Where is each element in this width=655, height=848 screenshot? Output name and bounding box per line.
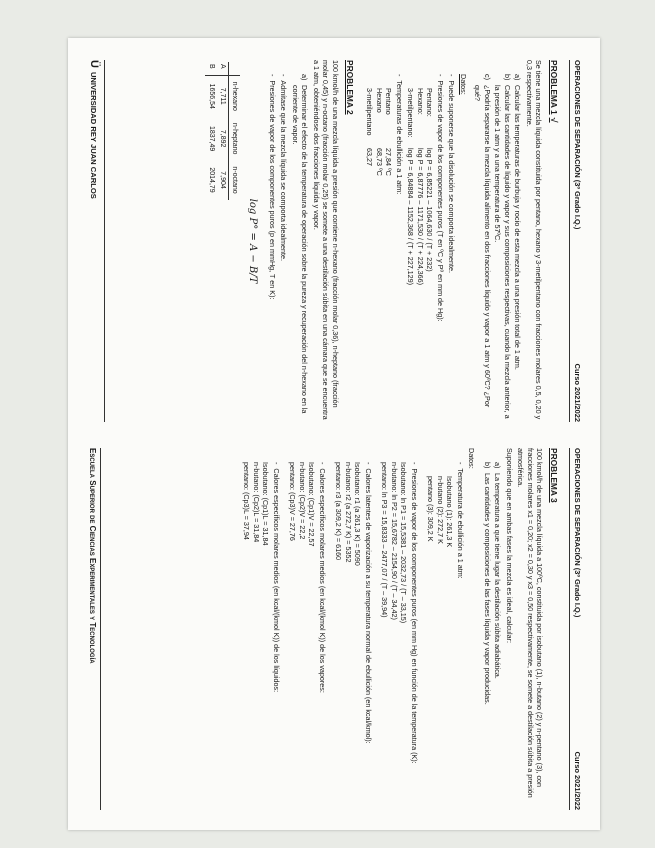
problem-3-item-b: b) Las cantidades y composiciones de las fases líquida y vapor producidas. xyxy=(482,462,492,705)
bullet-item: - Calores específicos molares medios (en kcal/(kmol K)) de los vapores: xyxy=(317,462,327,693)
boiling-temperatures xyxy=(365,88,394,422)
table-cell: B xyxy=(205,62,216,75)
problem-3-item-a: a) La temperatura a que tiene lugar la destilación súbita adiabática. xyxy=(493,462,503,679)
problem-3-title: PROBLEMA 3 xyxy=(549,448,560,503)
problem-2-title: PROBLEMA 2 xyxy=(344,60,355,115)
bullet-item: - Admítase que la mezcla líquida se comporta idealmente. xyxy=(279,74,289,261)
list-item: pentano: r3 (a 309,2 K) = 6160 xyxy=(334,462,344,561)
eq-formula: log P = 6,85221 – 1064,630 / (T + 232) xyxy=(425,148,435,272)
bullet-item: - Presiones de vapor de los componentes puros (p en mmHg, T en K): xyxy=(267,74,277,300)
bullet-item: - Presiones de vapor de los componentes puros (en mm Hg) en función de la temperatura (K): xyxy=(409,462,419,764)
list-item: pentano (3): 309,2 K xyxy=(426,476,436,542)
temp-name: Pentano xyxy=(384,88,394,115)
checkmark-icon: √ xyxy=(549,117,560,123)
table-header: n-octano xyxy=(228,160,240,199)
table-row xyxy=(205,62,216,200)
list-item: Isobutano: (Cp1)V = 22,57 xyxy=(307,462,317,547)
bullet-item: - Calores específicos molares medios (en kcal/(kmol K)) de los líquidos: xyxy=(271,462,281,693)
list-item: pentano: ln P3 = 15,8333 – 2477,07 / (T – 39,94) xyxy=(380,462,390,618)
table-header xyxy=(228,62,240,75)
problem-1-item-a: a) Calcular las temperaturas de burbuja y rocío de esta mezcla a una presión total de 1 atm. xyxy=(513,74,523,370)
bullet-item: - Calores latentes de vaporización a su temperatura normal de ebullición (en kcal/kmol): xyxy=(363,462,373,744)
datos-label: Datos: xyxy=(467,448,477,469)
bullet-item: - Temperaturas de ebullición a 1 atm: xyxy=(394,74,404,195)
bullet-item: - Temperatura de ebullición a 1 atm: xyxy=(455,462,465,579)
right-column xyxy=(86,448,582,810)
eq-name: Pentano: xyxy=(425,88,435,117)
header-title: OPERACIONES DE SEPARACIÓN (3º Grado I.Q.) xyxy=(573,60,582,230)
table-cell: 1656,54 xyxy=(207,83,215,109)
antoine-formula: log P° = A − B/T xyxy=(247,198,259,284)
list-item: n-butano (2): 272,7 K xyxy=(435,476,445,544)
list-item: pentano: (Cp3)V = 27,76 xyxy=(288,462,298,541)
antoine-table xyxy=(205,62,240,200)
table-cell: 2014,79 xyxy=(207,167,215,193)
problem-1-item-c: c) ¿Podría separarse la mezcla líquida alimento en dos fracciones líquido y vapor a 1 atm y 60ºC? ¿Por qué? xyxy=(473,74,492,408)
page-header-left xyxy=(569,60,582,422)
scanned-sheet xyxy=(68,38,600,830)
list-item: n-butano: (Cp2)L = 31,84 xyxy=(251,462,261,543)
problem-3-intro: 100 kmol/h de una mezcla líquida a 100ºC, constituida por isobutano (1), n-butano (2) y n-pentano (3), con fracciones molares x1 = 0,20; x2 = 0,30 y x3 = 0,50 respectivamente, se somete a destilación súbita a presión atmosférica. xyxy=(516,448,545,798)
left-column xyxy=(86,60,582,422)
latent-heat-list xyxy=(334,462,363,810)
temp-name: 3-metilpentano xyxy=(365,88,375,136)
problem-2-item-a: a) Determinar el efecto de la temperatura de operación sobre la pureza y recuperación del n-hexano en la corriente de vapor. xyxy=(290,74,310,414)
list-item: pentano: (Cp3)L = 37,94 xyxy=(242,462,252,540)
temp-name: Hexano xyxy=(374,88,384,113)
temp-value: 27,84 ºC xyxy=(384,148,394,176)
list-item: Isobutano: (Cp1)L = 31,84 xyxy=(261,462,271,546)
list-item: Isobutano: r1 (a 261,3 K) = 5090 xyxy=(353,462,363,566)
bullet-item: - Presiones de vapor de los componentes puros (T en ºC y Pº en mm de Hg): xyxy=(435,74,445,322)
page-footer-left xyxy=(86,60,105,422)
list-item: n-butano: r2 (a 272,7 K) = 5352 xyxy=(343,462,353,563)
list-item: n-butano: (Cp2)V = 22,2 xyxy=(297,462,307,540)
table-cell: 7,711 xyxy=(218,87,226,105)
table-cell: 1837,49 xyxy=(207,125,215,152)
boiling-list xyxy=(426,476,455,810)
table-row xyxy=(217,62,229,200)
eq-name: Hexano: xyxy=(415,88,425,115)
problem-1-item-b: b) Calcular las cantidades de líquido y vapor y sus composiciones respectivas, cuando la mezcla anterior, a la presión de 1 atm y a una temperatura de 57ºC. xyxy=(493,74,512,419)
header-course: Curso 2021/2022 xyxy=(573,363,582,422)
eq-formula: log P = 6,87776 – 1171,530 / (T + 224,366) xyxy=(415,148,425,286)
list-item: Isobutano (1): 261,3 K xyxy=(445,476,455,548)
problem-3-suppose: Suponiendo que en ambas fases la mezcla es ideal, calcular: xyxy=(504,448,514,643)
eq-name: 3-metilpentano: xyxy=(406,88,416,138)
eq-formula: log P = 6,84884 – 1152,368 / (T + 227,129) xyxy=(406,148,416,286)
list-item: n-butano: ln P2 = 15,6782 – 2154,90 / (T – 34,42) xyxy=(389,462,399,620)
page-header-right xyxy=(569,448,582,810)
problem-2-intro: 100 kmol/h de una mezcla líquida a presión que contiene n-hexano (fracción molar 0,36), n-heptano (fracción molar 0,45) y n-octano (fracción molar 0,25) se somete a una destilación súbita en una cámara que se encuentra a 1 atm, obteniéndose dos fracciones líquida y vapor. xyxy=(311,60,340,420)
header-course: Curso 2021/2022 xyxy=(573,751,582,810)
bullet-item: - Puede suponerse que la disolución se comporta idealmente. xyxy=(447,74,457,273)
problem-1-title: PROBLEMA 1√ xyxy=(549,60,560,123)
datos-label: Datos: xyxy=(458,74,468,95)
temp-value: 63,27 xyxy=(365,148,375,166)
table-header-row xyxy=(228,62,240,200)
table-header: n-heptano xyxy=(228,117,240,161)
vapor-cp-list xyxy=(288,462,317,810)
header-title: OPERACIONES DE SEPARACIÓN (3º Grado I.Q.) xyxy=(573,448,582,618)
problem-1-intro: Se tiene una mezcla líquida constituida por pentano, hexano y 3-metilpentano con fracciones molares 0,5, 0,20 y 0,3 respectivamente. xyxy=(524,60,544,420)
temp-value: 68,73 ºC xyxy=(374,148,384,176)
rotated-page xyxy=(68,38,600,830)
vapor-pressure-list xyxy=(380,462,409,810)
list-item: Isobutano: ln P1 = 15,5381 – 2032,73 / (T – 33,15) xyxy=(399,462,409,624)
footer-school: Escuela Superior de Ciencias Experimentales y Tecnología xyxy=(87,448,97,664)
page-footer-right xyxy=(86,448,101,810)
table-cell: A xyxy=(217,62,229,75)
vapor-pressure-equations xyxy=(406,88,435,422)
liquid-cp-list xyxy=(242,462,271,810)
footer-university: UNIVERSIDAD REY JUAN CARLOS xyxy=(88,71,98,199)
table-header: n-hexano xyxy=(228,75,240,117)
table-cell: 7,904 xyxy=(218,171,226,189)
university-logo-icon: Ü xyxy=(87,60,100,68)
table-cell: 7,892 xyxy=(218,129,226,148)
